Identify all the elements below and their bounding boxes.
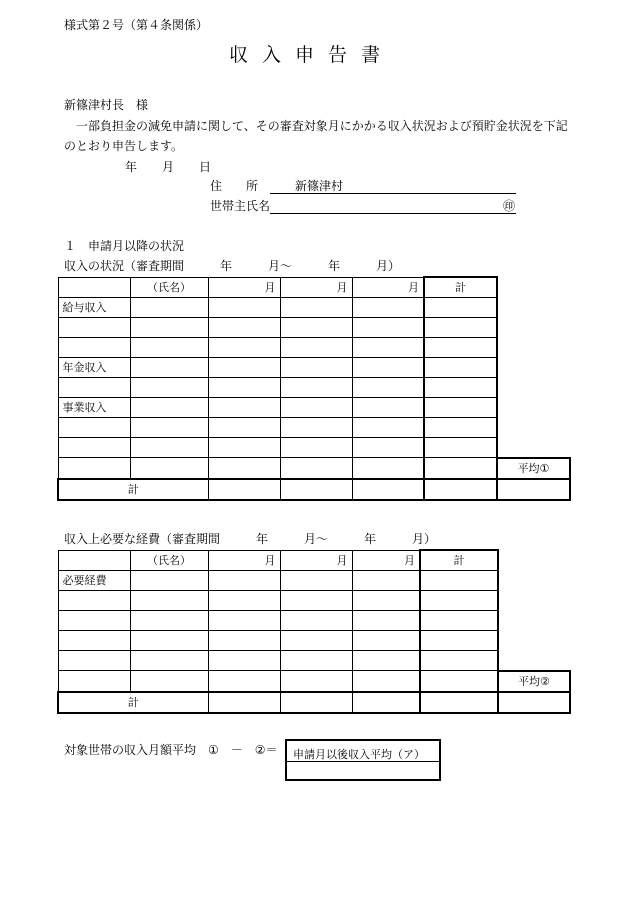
total-cell[interactable] <box>420 611 498 631</box>
row-label <box>58 418 130 438</box>
total-row-label: 計 <box>58 692 208 713</box>
blank-cell <box>497 358 570 378</box>
row-label <box>58 651 130 671</box>
table-row <box>58 671 570 692</box>
month-cell[interactable] <box>280 611 352 631</box>
row-label <box>58 318 130 338</box>
month-cell[interactable] <box>352 418 424 438</box>
month-cell[interactable] <box>208 458 280 479</box>
month-total-cell[interactable] <box>208 692 280 713</box>
total-cell[interactable] <box>420 571 498 591</box>
month-cell[interactable] <box>280 298 352 318</box>
month-cell[interactable] <box>280 398 352 418</box>
name-cell[interactable] <box>130 398 208 418</box>
row-label: 事業収入 <box>58 398 130 418</box>
total-cell[interactable] <box>424 358 497 378</box>
month-cell[interactable] <box>352 398 424 418</box>
month-cell[interactable] <box>208 671 280 692</box>
total-row-label: 計 <box>58 479 208 500</box>
form-number: 様式第２号（第４条関係） <box>64 18 209 32</box>
grand-total-cell[interactable] <box>424 479 497 500</box>
name-cell[interactable] <box>130 318 208 338</box>
total-cell[interactable] <box>424 318 497 338</box>
month-cell[interactable] <box>208 338 280 358</box>
month-cell[interactable] <box>352 631 420 651</box>
table-row <box>58 418 570 438</box>
table-row <box>58 398 570 418</box>
expenses-table <box>57 549 571 714</box>
name-cell[interactable] <box>130 338 208 358</box>
table-row <box>58 298 570 318</box>
header-total-cell: 計 <box>420 550 498 571</box>
name-cell[interactable] <box>130 591 208 611</box>
householder-label: 世帯主氏名 <box>210 199 271 213</box>
month-cell[interactable] <box>280 571 352 591</box>
total-cell[interactable] <box>424 298 497 318</box>
header-cell <box>58 277 130 298</box>
month-cell[interactable] <box>208 398 280 418</box>
total-cell[interactable] <box>420 631 498 651</box>
total-cell[interactable] <box>424 378 497 398</box>
blank-cell <box>497 318 570 338</box>
month-cell[interactable] <box>352 671 420 692</box>
table-row <box>58 651 570 671</box>
seal-mark: ㊞ <box>503 199 516 213</box>
month-cell[interactable] <box>352 358 424 378</box>
total-cell[interactable] <box>424 338 497 358</box>
name-cell[interactable] <box>130 671 208 692</box>
row-label: 必要経費 <box>58 571 130 591</box>
month-cell[interactable] <box>352 611 420 631</box>
header-cell <box>58 550 130 571</box>
table-row <box>58 631 570 651</box>
month-cell[interactable] <box>208 651 280 671</box>
result-formula: 対象世帯の収入月額平均 ① － ②＝ <box>64 743 278 757</box>
month-cell[interactable] <box>352 651 420 671</box>
name-cell[interactable] <box>130 358 208 378</box>
header-name-cell: （氏名） <box>130 550 208 571</box>
address-value: 新篠津村 <box>295 179 344 193</box>
addressee: 新篠津村長 様 <box>64 98 149 112</box>
grand-total-cell[interactable] <box>420 692 498 713</box>
month-cell[interactable] <box>208 418 280 438</box>
header-month-cell: 月 <box>280 550 352 571</box>
row-label <box>58 631 130 651</box>
row-label <box>58 611 130 631</box>
row-label <box>58 671 130 692</box>
table-header-row <box>58 550 570 571</box>
name-cell[interactable] <box>130 651 208 671</box>
name-cell[interactable] <box>130 418 208 438</box>
declaration-text-line1: 一部負担金の減免申請に関して、その審査対象月にかかる収入状況および預貯金状況を下記 <box>76 119 568 133</box>
table-row <box>58 318 570 338</box>
row-label <box>58 378 130 398</box>
month-cell[interactable] <box>208 611 280 631</box>
month-cell[interactable] <box>352 591 420 611</box>
blank-cell <box>497 438 570 458</box>
blank-cell <box>498 651 570 671</box>
header-month-cell: 月 <box>208 550 280 571</box>
income-caption: 収入の状況（審査期間 年 月～ 年 月） <box>64 259 401 273</box>
name-cell[interactable] <box>130 631 208 651</box>
table-row <box>58 611 570 631</box>
month-cell[interactable] <box>280 438 352 458</box>
date-month-label: 月 <box>162 160 175 174</box>
month-cell[interactable] <box>280 671 352 692</box>
month-cell[interactable] <box>352 378 424 398</box>
table-total-row <box>58 692 570 713</box>
address-label: 住 所 <box>210 179 259 193</box>
blank-cell <box>497 277 570 298</box>
month-cell[interactable] <box>352 298 424 318</box>
table-header-row <box>58 277 570 298</box>
average-2-value[interactable] <box>498 692 570 713</box>
month-cell[interactable] <box>208 318 280 338</box>
blank-cell <box>497 378 570 398</box>
average-2-label: 平均② <box>498 671 570 692</box>
result-box-label: 申請月以後収入平均（ア） <box>293 748 425 761</box>
month-cell[interactable] <box>208 358 280 378</box>
month-total-cell[interactable] <box>280 479 352 500</box>
blank-cell <box>497 338 570 358</box>
table-row <box>58 591 570 611</box>
blank-cell <box>498 571 570 591</box>
row-label <box>58 591 130 611</box>
total-cell[interactable] <box>420 671 498 692</box>
total-cell[interactable] <box>424 458 497 479</box>
row-label <box>58 438 130 458</box>
header-name-cell: （氏名） <box>130 277 208 298</box>
blank-cell <box>498 550 570 571</box>
month-cell[interactable] <box>352 438 424 458</box>
blank-cell <box>498 611 570 631</box>
header-month-cell: 月 <box>352 277 424 298</box>
name-cell[interactable] <box>130 298 208 318</box>
month-cell[interactable] <box>280 631 352 651</box>
month-cell[interactable] <box>280 318 352 338</box>
month-cell[interactable] <box>280 418 352 438</box>
month-total-cell[interactable] <box>208 479 280 500</box>
name-cell[interactable] <box>130 458 208 479</box>
row-label <box>58 338 130 358</box>
table-row <box>58 358 570 378</box>
date-year-label: 年 <box>125 160 138 174</box>
householder-underline <box>270 213 516 214</box>
month-cell[interactable] <box>208 571 280 591</box>
total-cell[interactable] <box>424 418 497 438</box>
name-cell[interactable] <box>130 571 208 591</box>
date-day-label: 日 <box>199 160 212 174</box>
page-title: 収入申告書 <box>229 44 395 66</box>
address-underline <box>270 193 516 194</box>
blank-cell <box>497 418 570 438</box>
row-label <box>58 458 130 479</box>
header-month-cell: 月 <box>280 277 352 298</box>
table-row <box>58 338 570 358</box>
declaration-text-line2: のとおり申告します。 <box>64 139 184 153</box>
month-cell[interactable] <box>208 378 280 398</box>
month-cell[interactable] <box>208 298 280 318</box>
month-cell[interactable] <box>280 458 352 479</box>
name-cell[interactable] <box>130 438 208 458</box>
month-cell[interactable] <box>352 318 424 338</box>
month-cell[interactable] <box>280 338 352 358</box>
table-row <box>58 571 570 591</box>
month-cell[interactable] <box>352 571 420 591</box>
blank-cell <box>497 398 570 418</box>
month-cell[interactable] <box>352 338 424 358</box>
table-row <box>58 438 570 458</box>
table-row <box>58 458 570 479</box>
total-cell[interactable] <box>420 591 498 611</box>
income-table <box>57 276 571 501</box>
table-total-row <box>58 479 570 500</box>
header-total-cell: 計 <box>424 277 497 298</box>
result-box-divider <box>287 761 439 762</box>
header-month-cell: 月 <box>208 277 280 298</box>
row-label: 年金収入 <box>58 358 130 378</box>
name-cell[interactable] <box>130 611 208 631</box>
total-cell[interactable] <box>424 438 497 458</box>
month-cell[interactable] <box>208 438 280 458</box>
table-row <box>58 378 570 398</box>
section-heading: １ 申請月以降の状況 <box>64 239 185 253</box>
month-total-cell[interactable] <box>352 479 424 500</box>
total-cell[interactable] <box>420 651 498 671</box>
blank-cell <box>498 591 570 611</box>
blank-cell <box>498 631 570 651</box>
month-cell[interactable] <box>352 458 424 479</box>
total-cell[interactable] <box>424 398 497 418</box>
blank-cell <box>497 298 570 318</box>
average-1-label: 平均① <box>497 458 570 479</box>
month-total-cell[interactable] <box>352 692 420 713</box>
month-cell[interactable] <box>208 591 280 611</box>
month-total-cell[interactable] <box>280 692 352 713</box>
header-month-cell: 月 <box>352 550 420 571</box>
expenses-caption: 収入上必要な経費（審査期間 年 月～ 年 月） <box>64 532 437 546</box>
month-cell[interactable] <box>280 651 352 671</box>
month-cell[interactable] <box>280 591 352 611</box>
row-label: 給与収入 <box>58 298 130 318</box>
month-cell[interactable] <box>280 378 352 398</box>
month-cell[interactable] <box>208 631 280 651</box>
month-cell[interactable] <box>280 358 352 378</box>
name-cell[interactable] <box>130 378 208 398</box>
result-box <box>285 739 441 781</box>
average-1-value[interactable] <box>497 479 570 500</box>
